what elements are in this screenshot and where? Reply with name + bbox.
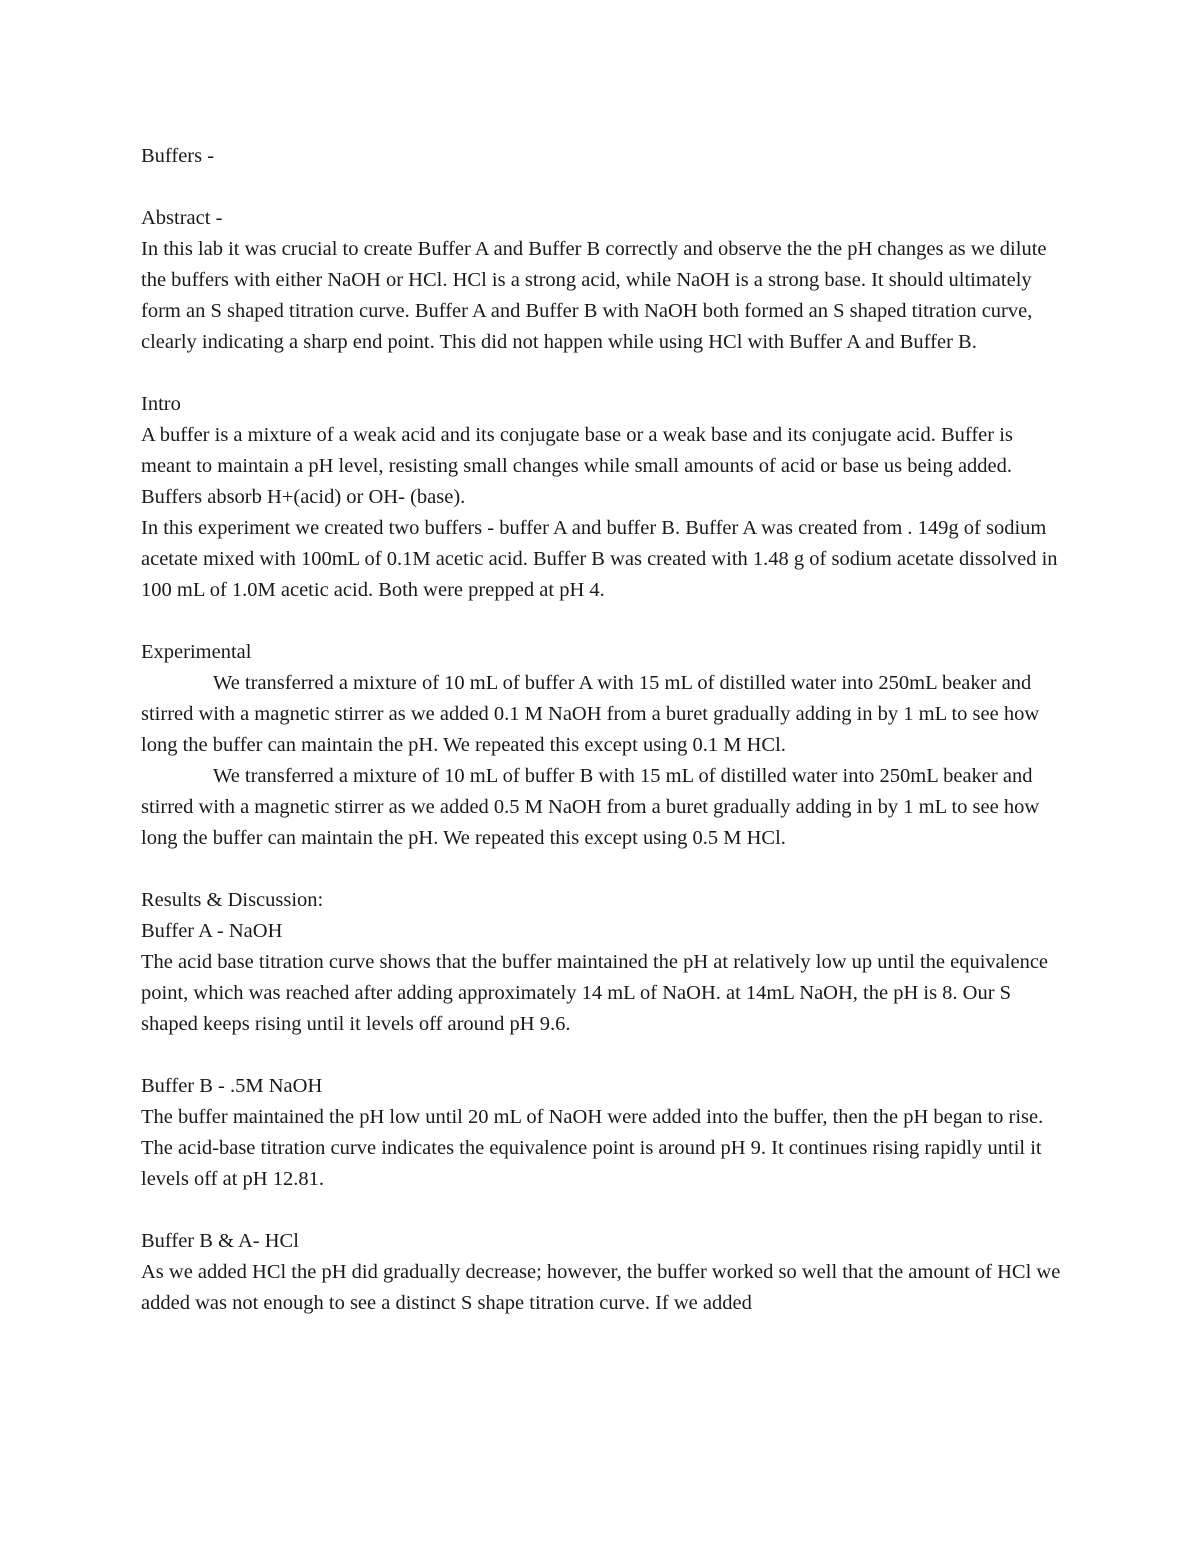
spacer: [141, 854, 1066, 885]
spacer: [141, 172, 1066, 203]
abstract-body: In this lab it was crucial to create Buffer A and Buffer B correctly and observe the the pH changes as we dilute the buffers with either NaOH or HCl. HCl is a strong acid, while NaOH is a strong base. It should ultimately form an S shaped titration curve. Buffer A and Buffer B with NaOH both formed an S shaped titration curve, clearly indicating a sharp end point. This did not happen while using HCl with Buffer A and Buffer B.: [141, 238, 1047, 353]
intro-paragraph-1: A buffer is a mixture of a weak acid and its conjugate base or a weak base and its conjugate acid. Buffer is meant to maintain a pH level, resisting small changes while small amounts of acid or base us being added. Buffers absorb H+(acid) or OH- (base).: [141, 424, 1013, 508]
buffer-a-naoh-heading: Buffer A - NaOH: [141, 920, 283, 942]
buffer-b-naoh-heading: Buffer B - .5M NaOH: [141, 1075, 323, 1097]
spacer: [141, 358, 1066, 389]
buffer-b-naoh-body: The buffer maintained the pH low until 20 mL of NaOH were added into the buffer, then the pH began to rise. The acid-base titration curve indicates the equivalence point is around pH 9. It continues rising rapidly until it levels off at pH 12.81.: [141, 1106, 1044, 1190]
buffer-ba-hcl-heading: Buffer B & A- HCl: [141, 1230, 299, 1252]
spacer: [141, 1040, 1066, 1071]
spacer: [141, 606, 1066, 637]
intro-paragraph-2: In this experiment we created two buffers - buffer A and buffer B. Buffer A was created from . 149g of sodium acetate mixed with 100mL of 0.1M acetic acid. Buffer B was created with 1.48 g of sodium acetate dissolved in 100 mL of 1.0M acetic acid. Both were prepped at pH 4.: [141, 517, 1058, 601]
experimental-paragraph-1: We transferred a mixture of 10 mL of buffer A with 15 mL of distilled water into 250mL beaker and stirred with a magnetic stirrer as we added 0.1 M NaOH from a buret gradually adding in by 1 mL to see how long the buffer can maintain the pH. We repeated this except using 0.1 M HCl.: [141, 672, 1040, 756]
experimental-heading: Experimental: [141, 641, 252, 663]
results-heading: Results & Discussion:: [141, 889, 324, 911]
buffer-ba-hcl-body: As we added HCl the pH did gradually decrease; however, the buffer worked so well that the amount of HCl we added was not enough to see a distinct S shape titration curve. If we added: [141, 1261, 1061, 1314]
spacer: [141, 1195, 1066, 1226]
document-title: Buffers -: [141, 145, 215, 167]
experimental-paragraph-2: We transferred a mixture of 10 mL of buffer B with 15 mL of distilled water into 250mL beaker and stirred with a magnetic stirrer as we added 0.5 M NaOH from a buret gradually adding in by 1 mL to see how long the buffer can maintain the pH. We repeated this except using 0.5 M HCl.: [141, 765, 1040, 849]
abstract-heading: Abstract -: [141, 207, 223, 229]
intro-heading: Intro: [141, 393, 181, 415]
document-body: [141, 141, 1066, 1319]
buffer-a-naoh-body: The acid base titration curve shows that the buffer maintained the pH at relatively low up until the equivalence point, which was reached after adding approximately 14 mL of NaOH. at 14mL NaOH, the pH is 8. Our S shaped keeps rising until it levels off around pH 9.6.: [141, 951, 1049, 1035]
